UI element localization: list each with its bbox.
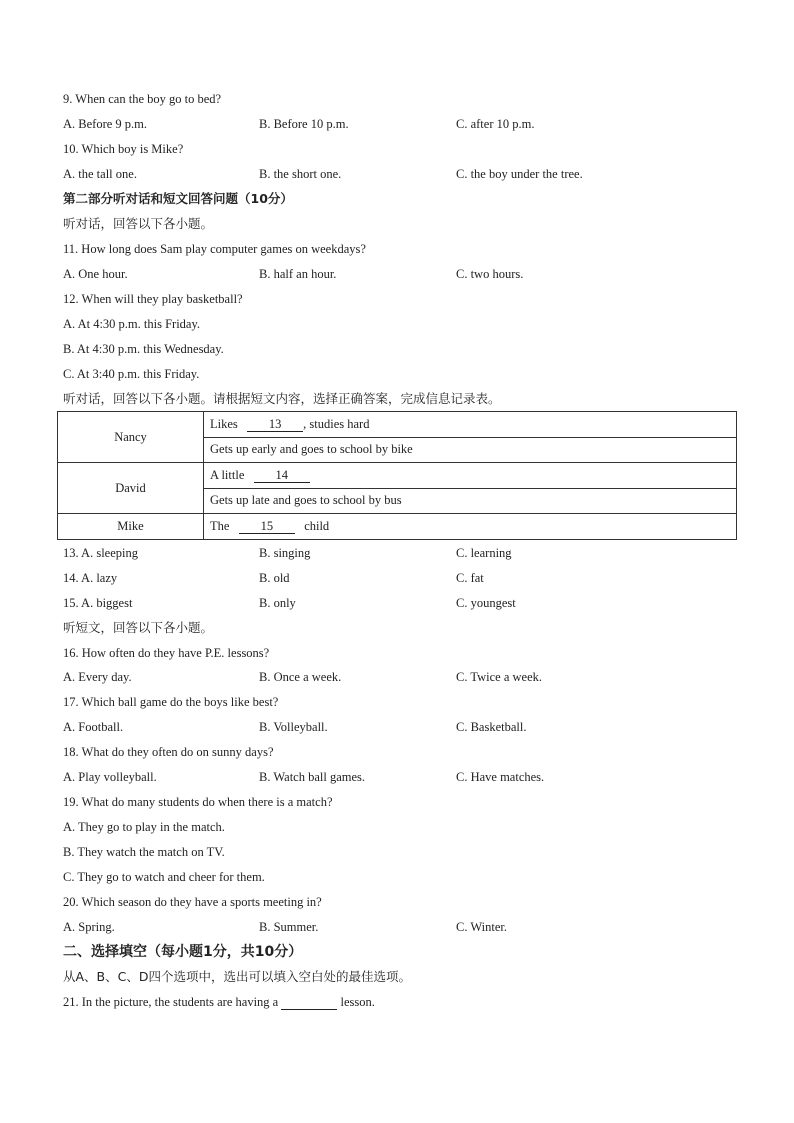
option-20c[interactable]: C. Winter. [456,920,508,934]
option-12b[interactable]: B. At 4:30 p.m. this Wednesday. [63,342,224,356]
cell-text: Likes [210,416,238,431]
option-17a[interactable]: A. Football. [63,720,124,734]
option-11a[interactable]: A. One hour. [63,267,128,281]
question-9: 9. When can the boy go to bed? [63,92,222,106]
option-13c[interactable]: C. learning [456,546,512,560]
option-12c[interactable]: C. At 3:40 p.m. this Friday. [63,367,200,381]
instruction-4: 从A、B、C、D四个选项中，选出可以填入空白处的最佳选项。 [63,969,411,984]
blank-21[interactable] [281,995,337,1010]
instruction-3: 听短文，回答以下各小题。 [63,620,214,635]
option-19c[interactable]: C. They go to watch and cheer for them. [63,870,265,884]
question-10: 10. Which boy is Mike? [63,142,184,156]
blank-13[interactable]: 13 [247,417,303,432]
table-cell-david-trait [204,463,737,489]
option-9a[interactable]: A. Before 9 p.m. [63,117,148,131]
info-record-table [57,411,737,540]
table-cell-david-habit: Gets up late and goes to school by bus [204,488,737,514]
table-name-nancy: Nancy [58,412,204,463]
question-20: 20. Which season do they have a sports meeting in? [63,895,322,909]
question-21 [63,994,375,1010]
option-15c[interactable]: C. youngest [456,596,516,610]
option-10a[interactable]: A. the tall one. [63,167,137,181]
option-16a[interactable]: A. Every day. [63,670,132,684]
question-21-text: 21. In the picture, the students are having a [63,995,279,1009]
option-9c[interactable]: C. after 10 p.m. [456,117,535,131]
option-20a[interactable]: A. Spring. [63,920,115,934]
option-13a[interactable]: 13. A. sleeping [63,546,138,560]
option-9b[interactable]: B. Before 10 p.m. [259,117,349,131]
section2-heading: 二、选择填空（每小题1分，共10分） [63,944,303,960]
option-19b[interactable]: B. They watch the match on TV. [63,845,225,859]
question-18: 18. What do they often do on sunny days? [63,745,274,759]
table-name-mike: Mike [58,514,204,540]
blank-14[interactable]: 14 [254,468,310,483]
option-18a[interactable]: A. Play volleyball. [63,770,157,784]
option-10c[interactable]: C. the boy under the tree. [456,167,583,181]
option-18b[interactable]: B. Watch ball games. [259,770,366,784]
option-12a[interactable]: A. At 4:30 p.m. this Friday. [63,317,201,331]
option-18c[interactable]: C. Have matches. [456,770,545,784]
cell-text: , studies hard [303,416,370,431]
instruction-2: 听对话，回答以下各小题。请根据短文内容，选择正确答案，完成信息记录表。 [63,391,501,406]
option-15b[interactable]: B. only [259,596,296,610]
table-cell-nancy-habit: Gets up early and goes to school by bike [204,437,737,463]
blank-15[interactable]: 15 [239,519,295,534]
question-17: 17. Which ball game do the boys like best? [63,695,279,709]
table-name-david: David [58,463,204,514]
option-19a[interactable]: A. They go to play in the match. [63,820,225,834]
question-16: 16. How often do they have P.E. lessons? [63,646,270,660]
option-16b[interactable]: B. Once a week. [259,670,342,684]
option-14b[interactable]: B. old [259,571,290,585]
question-21-text-end: lesson. [340,995,375,1009]
option-14c[interactable]: C. fat [456,571,484,585]
instruction-1: 听对话，回答以下各小题。 [63,216,214,231]
table-cell-nancy-likes [204,412,737,438]
option-11c[interactable]: C. two hours. [456,267,524,281]
cell-text: child [304,518,330,533]
part2-heading: 第二部分听对话和短文回答问题（10分） [63,191,293,206]
option-10b[interactable]: B. the short one. [259,167,342,181]
option-11b[interactable]: B. half an hour. [259,267,337,281]
option-17b[interactable]: B. Volleyball. [259,720,328,734]
option-17c[interactable]: C. Basketball. [456,720,527,734]
option-15a[interactable]: 15. A. biggest [63,596,133,610]
option-20b[interactable]: B. Summer. [259,920,319,934]
option-13b[interactable]: B. singing [259,546,311,560]
cell-text: A little [210,467,245,482]
option-14a[interactable]: 14. A. lazy [63,571,118,585]
cell-text: The [210,518,230,533]
question-11: 11. How long does Sam play computer games on weekdays? [63,242,366,256]
question-12: 12. When will they play basketball? [63,292,243,306]
question-19: 19. What do many students do when there is a match? [63,795,333,809]
table-cell-mike-trait [204,514,737,540]
option-16c[interactable]: C. Twice a week. [456,670,543,684]
